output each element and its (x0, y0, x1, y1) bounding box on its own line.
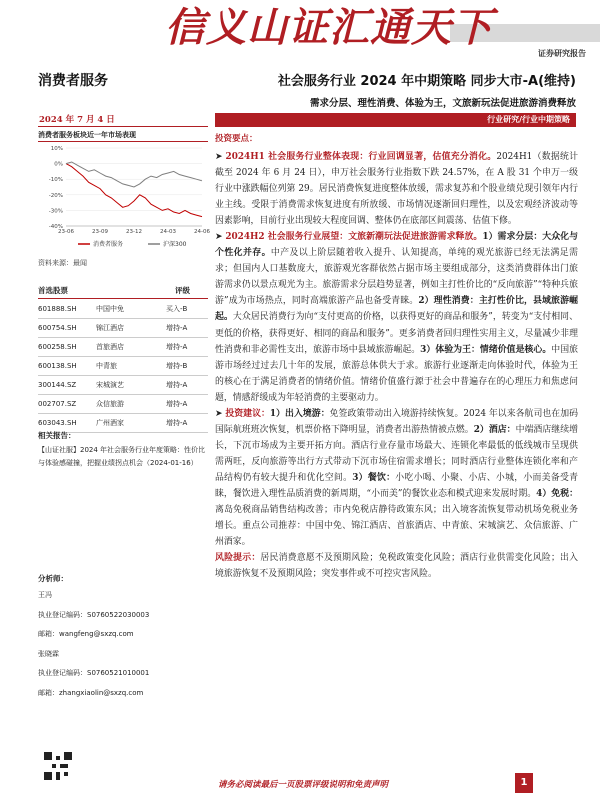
invest-points-title: 投资要点： (215, 134, 258, 144)
analysts-title: 分析师： (38, 574, 68, 583)
y-tick-label: 0% (54, 161, 63, 168)
paragraph-invest: ➤ 投资建议：1）出入境游：免签政策带动出入境游持续恢复。2024 年以来各航司也在加码国际航班班次恢复，机票价格下降明显，消费者出游热情被点燃。2）酒店：中端酒店继续增长，下沉市场成为主要开拓方向。酒店行业存量市场最大、连锁化率最低的低线城市呈现供需两旺，反向旅游等出行方式带动下沉市场住宿需求增长；同时酒店行业整体连锁化率和产品结构仍有较大提升和优化空间。3）餐饮：小吃小喝、小聚、小店、小城，小而美备受青睐，餐饮进入理性品质消费的新周期，“小而美”的餐饮业态和模式迎来发展时期。4）免税：离岛免税商品销售结构改善；市内免税店静待政策东风；出入境客流恢复带动机场免税业务增长。重点公司推荐：中国中免、锦江酒店、首旅酒店、中青旅、宋城演艺、众信旅游、广州酒家。 (215, 408, 578, 548)
stock-rating: 增持-A (166, 419, 188, 427)
y-tick-label: -30% (48, 208, 63, 215)
para-subhead: 1）出入境游： (269, 408, 330, 419)
analyst-list (38, 590, 208, 707)
paragraph-h1: ➤ 2024H1 社会服务行业整体表现：行业回调显著，估值充分消化。2024H1（数据统计截至 2024 年 6 月 24 日），申万社会服务行业指数下跌 24.57%，在 A 股 31 个申万一级行业中涨跌幅位列第 29。居民消费恢复进度整体放缓，需求复苏和个股业绩兑现引领年内行业主线。受限于消费需求恢复进度有所放缓、市场情况逐渐回归理性，以及宏观经济波动等因素影响，目前行业出现较大程度回调、整体仍在底部区间震荡、估值下修。 (215, 152, 578, 227)
para-subhead: 2）理性消费：主打性价比，县域旅游崛起。 (215, 296, 578, 323)
table-row (38, 357, 208, 376)
sector-label: 消费者服务 (38, 73, 108, 89)
y-tick-label: -10% (48, 177, 63, 184)
stock-rating: 增持-A (166, 381, 188, 389)
stock-code: 600258.SH (38, 343, 77, 351)
legend-label: 消费者服务 (93, 241, 124, 248)
brand-logo: 信义山证汇通天下 (165, 5, 493, 51)
table-row (38, 300, 208, 319)
table-row (38, 338, 208, 357)
series-line-1 (66, 162, 202, 187)
para-subhead: 1）需求分层：大众化与个性化并存。 (215, 232, 578, 259)
paragraph-h2: ➤ 2024H2 社会服务行业展望：文旅新潮玩法促进旅游需求释放。1）需求分层：大众化与个性化并存。中产及以上阶层随着收入提升、认知提高，单纯的观光旅游已经无法满足需求；但国内人口基数庞大，旅游观光客群依然占据市场主要组成部分，这类消费群体出门旅游需求仍以景点观光为主。旅游需求分层趋势显著，例如主打性价比的“反向旅游”“特种兵旅游”成为市场热点，同时高端旅游产品也备受青睐。2）理性消费：主打性价比，县域旅游崛起。大众居民消费行为向“支付更高的价格，以获得更好的商品和服务”，转变为“支付相同、更低的价格，获得更好、相同的商品和服务”。更多消费者回归理性实用主义，尽量减少非理性消费和非必需性支出，旅游市场中县域旅游崛起。3）体验为王：情绪价值是核心。中国旅游市场经过过去几十年的发展，旅游总体供大于求。旅游行业逐渐走向体验时代，体验为王的核心在于满足消费者的情绪价值。情绪价值盛行源于社会中普遍存在的心理压力和焦虑问题，情感舒缓成为年轻消费的主要驱动力。 (215, 232, 579, 403)
x-tick-label: 24-03 (160, 229, 176, 235)
para-heading: 2024H1 社会服务行业整体表现：行业回调显著，估值充分消化。 (225, 152, 497, 162)
para-heading: 风险提示： (215, 553, 261, 564)
report-type: 证券研究报告 (538, 49, 586, 58)
stock-rating: 增持-B (166, 362, 188, 370)
stock-code: 300144.SZ (38, 381, 77, 389)
page-number: 1 (515, 773, 533, 793)
y-tick-label: 10% (50, 146, 63, 152)
x-tick-label: 24-06 (194, 229, 210, 235)
stock-code: 601888.SH (38, 305, 77, 313)
qr-code-icon (44, 752, 72, 780)
para-text: 小吃小喝、小聚、小店、小城，小而美备受青睐，餐饮进入理性品质消费的新周期，“小而美”的餐饮业态和模式迎来发展时期。 (215, 472, 578, 499)
table-row (38, 319, 208, 338)
picks-header-left: 首选股票 (38, 286, 68, 295)
para-text: 免签政策带动出入境游持续恢复。2024 年以来各航司也在加码国际航班班次恢复，机票价格下降明显，消费者出游热情被点燃。 (215, 408, 578, 435)
stock-name: 众信旅游 (96, 400, 124, 408)
para-text: 大众居民消费行为向“支付更高的价格，以获得更好的商品和服务”，转变为“支付相同、更低的价格，获得更好、相同的商品和服务”。更多消费者回归理性实用主义，尽量减少非理性消费和非必需性支出，旅游市场中县域旅游崛起。 (215, 312, 579, 355)
para-text: 2024H1（数据统计截至 2024 年 6 月 24 日），申万社会服务行业指数下跌 24.57%，在 A 股 31 个申万一级行业中涨跌幅位列第 29。居民消费恢复进度整体放缓，需求复苏和个股业绩兑现引领年内行业主线。受限于消费需求恢复进度有所放缓、市场情况逐渐回归理性，以及宏观经济波动等因素影响，目前行业出现较大程度回调、整体仍在底部区间震荡、估值下修。 (215, 152, 578, 227)
stock-code: 002707.SZ (38, 400, 77, 408)
disclaimer-link[interactable]: 请务必阅读最后一页股票评级说明和免责声明 (218, 780, 389, 790)
para-text: 中国旅游市场经过过去几十年的发展，旅游总体供大于求。旅游行业逐渐走向体验时代，体验为王的核心在于满足消费者的情绪价值。情绪价值盛行源于社会中普遍存在的心理压力和焦虑问题，情感舒缓成为年轻消费的主要驱动力。 (215, 344, 578, 403)
x-tick-label: 23-12 (126, 229, 142, 235)
stock-name: 首旅酒店 (96, 343, 124, 351)
header-banner (0, 0, 600, 62)
analyst-license: 执业登记编码：S0760521010001 (38, 669, 150, 677)
analyst-email[interactable]: 邮箱：wangfeng@sxzq.com (38, 630, 134, 638)
stock-rating: 增持-A (166, 343, 188, 351)
table-row (38, 395, 208, 414)
analyst-name: 张晓霖 (38, 649, 59, 658)
para-text: 中产及以上阶层随着收入提升、认知提高，单纯的观光旅游已经无法满足需求；但国内人口基数庞大，旅游观光客群依然占据市场主要组成部分，这类消费群体出门旅游需求仍以景点观光为主。旅游需求分层趋势显著，例如主打性价比的“反向旅游”“特种兵旅游”成为市场热点，同时高端旅游产品也备受青睐。 (215, 248, 579, 307)
stock-rating: 增持-A (166, 324, 188, 332)
performance-chart (38, 142, 208, 252)
stock-name: 中青旅 (96, 362, 117, 370)
stock-name: 广州酒家 (96, 419, 124, 427)
picks-header (38, 285, 208, 299)
para-subhead: 3）餐饮： (352, 472, 396, 483)
para-text: 居民消费意愿不及预期风险；免税政策变化风险；酒店行业供需变化风险；出入境旅游恢复不及预期风险；突发事件或不可控灾害风险。 (215, 553, 579, 580)
stock-name: 锦江酒店 (96, 324, 124, 332)
report-title: 社会服务行业 2024 年中期策略 同步大市-A(维持) (277, 74, 576, 89)
x-tick-label: 23-06 (58, 229, 74, 235)
para-heading: 2024H2 社会服务行业展望：文旅新潮玩法促进旅游需求释放。 (225, 232, 483, 243)
chart-title: 消费者服务板块近一年市场表现 (38, 130, 208, 142)
paragraph-risk (215, 550, 578, 582)
analyst-email[interactable]: 邮箱：zhangxiaolin@sxzq.com (38, 688, 144, 697)
main-body (215, 149, 578, 582)
report-date: 2024 年 7 月 4 日 (38, 113, 208, 127)
stock-name: 宋城演艺 (96, 381, 124, 389)
chart-source: 资料来源：最闻 (38, 259, 87, 267)
y-tick-label: -20% (48, 192, 63, 199)
para-subhead: 4）免税： (536, 488, 578, 499)
para-subhead: 2）酒店： (473, 424, 516, 435)
analyst-name: 王冯 (38, 591, 52, 599)
analyst-license: 执业登记编码：S0760522030003 (38, 610, 150, 619)
picks-header-right: 评级 (175, 286, 190, 295)
series-line-0 (66, 164, 202, 217)
report-subtitle: 需求分层、理性消费、体验为王，文旅新玩法促进旅游消费释放 (309, 98, 576, 109)
stock-code: 603043.SH (38, 419, 77, 427)
para-heading: 投资建议： (225, 408, 270, 419)
stock-code: 600754.SH (38, 324, 77, 332)
x-tick-label: 23-09 (92, 229, 108, 235)
para-text: 中端酒店继续增长，下沉市场成为主要开拓方向。酒店行业存量市场最大、连锁化率最低的低线城市呈现供需两旺，反向旅游等出行方式带动下沉市场住宿需求增长；同时酒店行业整体连锁化率和产品结构仍有较大提升和优化空间。 (215, 424, 578, 483)
para-text: 离岛免税商品销售结构改善；市内免税店静待政策东风；出入境客流恢复带动机场免税业务增长。重点公司推荐：中国中免、锦江酒店、首旅酒店、中青旅、宋城演艺、众信旅游、广州酒家。 (215, 505, 578, 548)
related-report-link[interactable]: 【山证社服】2024 年社会服务行业年度策略：性价比与体验感碰撞，把握业绩拐点机会（2024-01-16） (38, 446, 206, 467)
y-tick-label: -40% (48, 224, 63, 230)
table-row (38, 376, 208, 395)
para-subhead: 3）体验为王：情绪价值是核心。 (420, 344, 552, 355)
stock-code: 600138.SH (38, 362, 77, 370)
legend-label: 沪深300 (163, 241, 187, 248)
stock-rating: 买入-B (166, 305, 188, 313)
stock-rating: 增持-A (166, 400, 188, 408)
stock-name: 中国中免 (96, 305, 124, 313)
report-category: 行业研究/行业中期策略 (215, 113, 576, 127)
picks-table (38, 300, 208, 433)
related-reports-title: 相关报告： (38, 431, 76, 440)
